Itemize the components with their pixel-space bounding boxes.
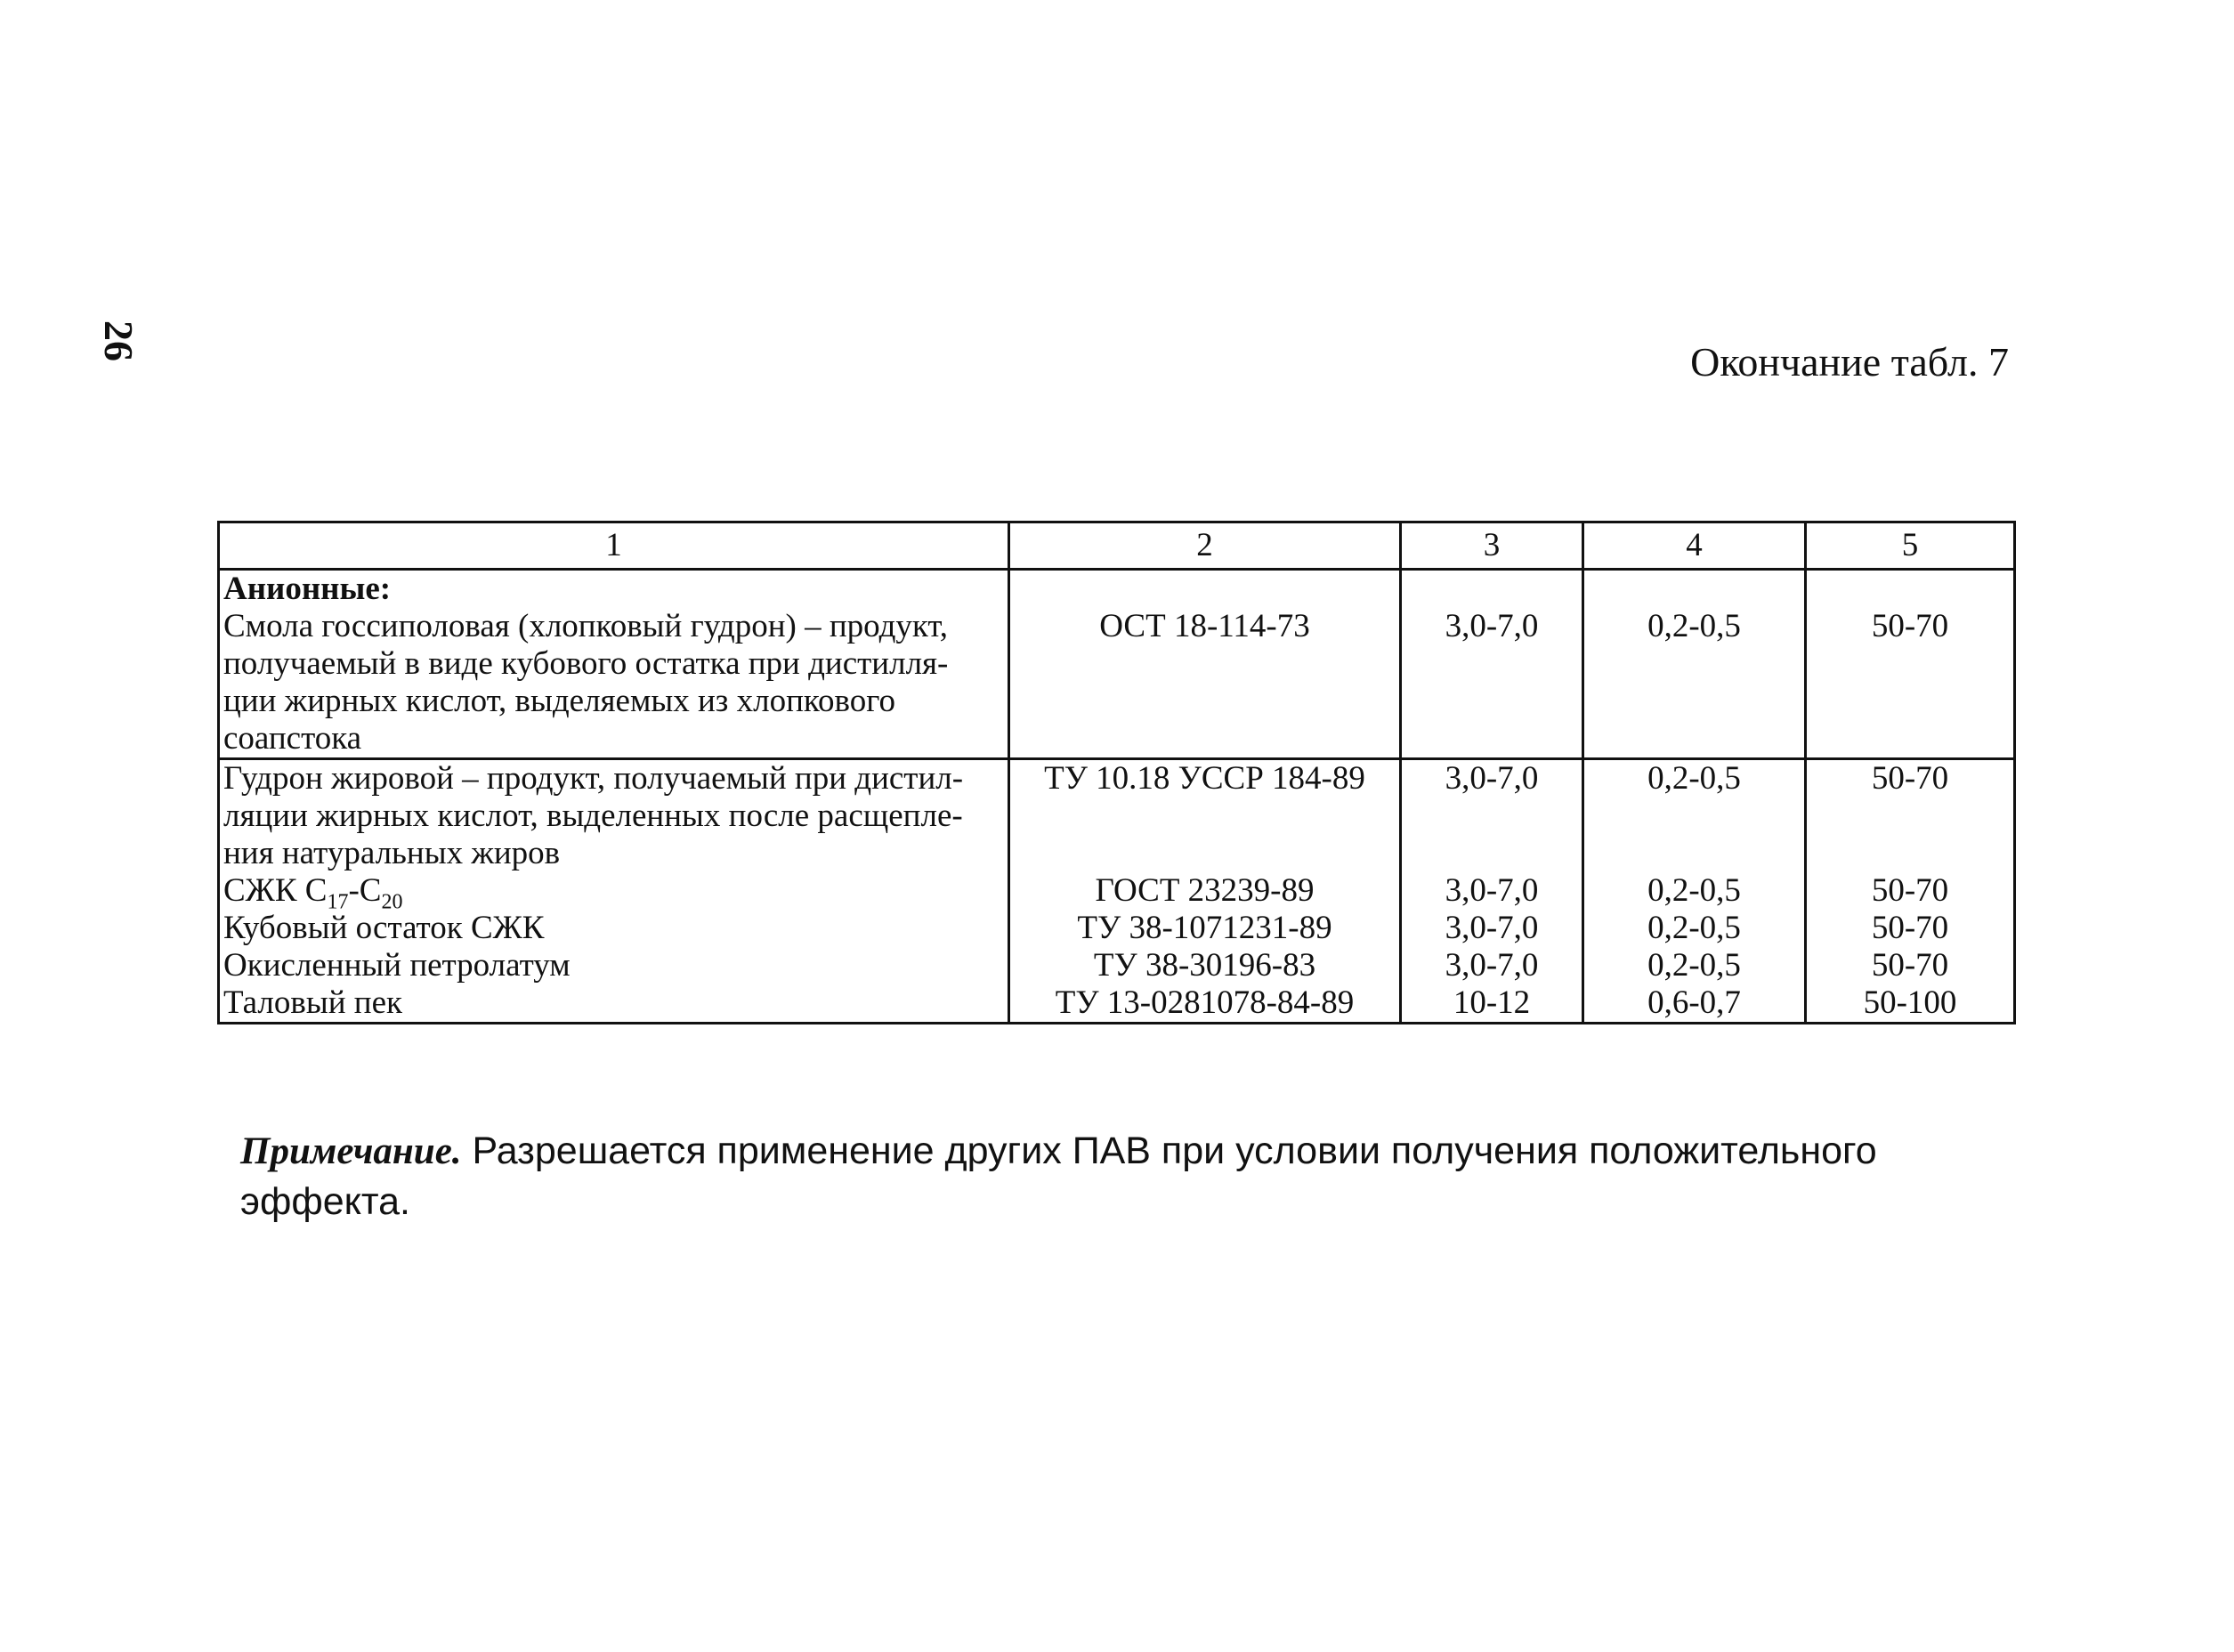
- row1-standard: ОСТ 18-114-73: [1099, 608, 1310, 644]
- row2-standard-cell: [1009, 759, 1401, 1024]
- column-header-5: 5: [1806, 522, 2015, 570]
- column-header-4: 4: [1583, 522, 1806, 570]
- col3-value: 10-12: [1453, 984, 1531, 1021]
- row1-col5: 50-70: [1871, 608, 1949, 644]
- col4-value: 0,2-0,5: [1647, 947, 1741, 984]
- col5-value: 50-100: [1863, 984, 1957, 1021]
- col3-value: 3,0-7,0: [1445, 947, 1539, 984]
- col3-value: 3,0-7,0: [1445, 872, 1539, 909]
- row1-col3: 3,0-7,0: [1445, 608, 1539, 644]
- row1-col4: 0,2-0,5: [1647, 608, 1741, 644]
- row1-name-line: ции жирных кислот, выделяемых из хлопкового: [223, 683, 895, 719]
- table-row: [219, 570, 2015, 759]
- standard-value: ТУ 10.18 УССР 184-89: [1044, 760, 1365, 797]
- col5-value: 50-70: [1871, 910, 1949, 946]
- col5-value: 50-70: [1871, 760, 1949, 797]
- row1-standard-cell: [1009, 570, 1401, 759]
- col4-value: 0,2-0,5: [1647, 910, 1741, 946]
- standard-value: ТУ 38-1071231-89: [1077, 910, 1332, 946]
- note: [240, 1126, 2003, 1227]
- col5-value: 50-70: [1871, 947, 1949, 984]
- col4-value: 0,2-0,5: [1647, 872, 1741, 909]
- column-header-2: 2: [1009, 522, 1401, 570]
- row2-col4-cell: [1583, 759, 1806, 1024]
- col3-value: 3,0-7,0: [1445, 910, 1539, 946]
- note-text: Разрешается применение других ПАВ при условии получения положительного эффекта.: [240, 1130, 1877, 1223]
- gudron-line: Гудрон жировой – продукт, получаемый при дистил-: [223, 760, 964, 797]
- col4-value: 0,2-0,5: [1647, 760, 1741, 797]
- row1-col3-cell: [1401, 570, 1583, 759]
- standard-value: ГОСТ 23239-89: [1095, 872, 1315, 909]
- page-number: 26: [96, 320, 142, 361]
- note-label: Примечание.: [240, 1130, 462, 1172]
- product-name: Окисленный петролатум: [223, 947, 571, 984]
- col3-value: 3,0-7,0: [1445, 760, 1539, 797]
- surfactant-table: [217, 521, 2016, 1024]
- column-header-1: 1: [219, 522, 1009, 570]
- col5-value: 50-70: [1871, 872, 1949, 909]
- gudron-line: ния натуральных жиров: [223, 835, 561, 871]
- row1-name-cell: [219, 570, 1009, 759]
- table-row: [219, 759, 2015, 1024]
- gudron-line: ляции жирных кислот, выделенных после расщепле-: [223, 798, 963, 834]
- standard-value: ТУ 13-0281078-84-89: [1055, 984, 1355, 1021]
- row1-name-line: Смола госсиполовая (хлопковый гудрон) – продукт,: [223, 608, 949, 644]
- szhk-name: СЖК $С_{17}-С_{20}$: [223, 872, 403, 914]
- product-name: Таловый пек: [223, 984, 402, 1021]
- row2-col3-cell: [1401, 759, 1583, 1024]
- row1-col4-cell: [1583, 570, 1806, 759]
- row1-name-line: получаемый в виде кубового остатка при дистилля-: [223, 645, 949, 682]
- col4-value: 0,6-0,7: [1647, 984, 1741, 1021]
- row1-col5-cell: [1806, 570, 2015, 759]
- row1-name-line: соапстока: [223, 720, 362, 757]
- column-header-3: 3: [1401, 522, 1583, 570]
- table-caption: Окончание табл. 7: [1690, 339, 2009, 385]
- table-header-row: [219, 522, 2015, 570]
- row2-name-cell: [219, 759, 1009, 1024]
- standard-value: ТУ 38-30196-83: [1093, 947, 1316, 984]
- product-name: Кубовый остаток СЖК: [223, 910, 545, 946]
- row2-col5-cell: [1806, 759, 2015, 1024]
- group-title: Анионные:: [223, 571, 392, 607]
